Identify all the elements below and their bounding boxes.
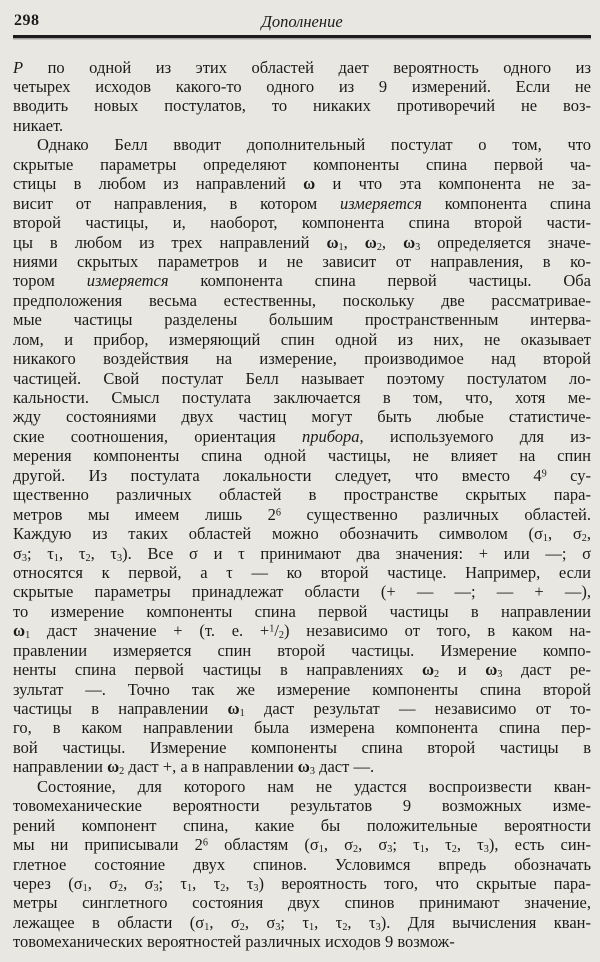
text-line: ские соотношения, ориентация прибора, используемого для из- bbox=[13, 426, 591, 446]
text-line: другой. Из постулата локальности следует, что вместо $4^9$ су- bbox=[13, 465, 591, 485]
text-line: зультат —. Точно так же измерение компоненты спина второй bbox=[13, 679, 591, 699]
text-line: висит от направления, в котором измеряется компонента спина bbox=[13, 193, 591, 213]
header-rule bbox=[13, 35, 591, 38]
text-line: метров мы имеем лишь $2^6$ существенно различных областей. bbox=[13, 504, 591, 524]
text-line: Каждую из таких областей можно обозначить символом ($\sigma_1$, $\sigma_2$, bbox=[13, 524, 591, 544]
paragraph bbox=[13, 777, 591, 952]
text-line: кальности. Смысл постулата заключается в том, что, хотя ме- bbox=[13, 388, 591, 408]
text-line: товомеханических вероятностей различных исходов 9 возмож- bbox=[13, 932, 455, 952]
page-number: 298 bbox=[14, 12, 40, 29]
text-line: вводить новых постулатов, то никаких противоречий не воз- bbox=[13, 96, 591, 116]
text-line: ниями скрытых параметров и не зависит от направления, в ко- bbox=[13, 251, 591, 271]
text-line: частицей. Свой постулат Белл называет поэтому постулатом ло- bbox=[13, 368, 591, 388]
text-line: правлении измеряется спин второй частицы. Измерение компо- bbox=[13, 640, 591, 660]
text-line: мерения компоненты спина одной частицы, не влияет на спин bbox=[13, 446, 591, 466]
text-line: Однако Белл вводит дополнительный постулат о том, что bbox=[37, 135, 591, 155]
text-line: Состояние, для которого нам не удастся воспроизвести кван- bbox=[37, 776, 591, 796]
page-body bbox=[13, 58, 591, 952]
text-line: лом, и прибор, измеряющий спин одной из них, не оказывает bbox=[13, 329, 591, 349]
text-line: щественно различных областей в пространстве скрытых пара- bbox=[13, 485, 591, 505]
text-line: метры синглетного состояния двух спинов принимают значение, bbox=[13, 893, 591, 913]
paragraph bbox=[13, 58, 591, 136]
text-line: направлении $\omega_2$ даст +, а в направлении $\omega_3$ даст —. bbox=[13, 757, 375, 777]
text-line: мы ни приписывали $2^6$ областям ($\sigma_1$, $\sigma_2$, $\sigma_3$; $\tau_1$, $\tau_2$, $\tau_3$), есть син- bbox=[13, 835, 591, 855]
text-line: относятся к первой, а τ — ко второй частице. Например, если bbox=[13, 562, 591, 582]
text-line: го, в каком направлении была измерена компонента спина пер- bbox=[13, 718, 591, 738]
text-line: стицы в любом из направлений ω и что эта компонента не за- bbox=[13, 174, 591, 194]
page-header bbox=[13, 12, 591, 32]
text-line: скрытые параметры принадлежат области (+ — —; — + —), bbox=[13, 582, 591, 602]
text-line: ненты спина первой частицы в направлениях $\omega_2$ и $\omega_3$ даст ре- bbox=[13, 660, 591, 680]
text-line: глетное состояние двух спинов. Условимся впредь обозначать bbox=[13, 854, 591, 874]
text-line: через ($\sigma_1$, $\sigma_2$, $\sigma_3$; $\tau_1$, $\tau_2$, $\tau_3$) вероятность того, что скрытые пара- bbox=[13, 873, 591, 894]
text-line: Р по одной из этих областей дает вероятность одного из bbox=[13, 57, 591, 77]
text-line: скрытые параметры определяют компоненты спина первой ча- bbox=[13, 154, 591, 174]
text-line: вой частицы. Измерение компоненты спина второй частицы в bbox=[13, 737, 591, 757]
text-line: товомеханические вероятности результатов 9 возможных изме- bbox=[13, 796, 591, 816]
text-line: жду состояниями двух частиц могут быть любые статистиче- bbox=[13, 407, 591, 427]
running-title: Дополнение bbox=[261, 12, 343, 31]
text-line: рений компонент спина, какие бы положительные вероятности bbox=[13, 815, 591, 835]
text-line: тором измеряется компонента спина первой частицы. Оба bbox=[13, 271, 591, 291]
text-line: никает. bbox=[13, 115, 64, 135]
paragraph bbox=[13, 135, 591, 776]
text-line: $\omega_1$ даст значение + (т. е. $+^1/_2$) независимо от того, в каком на- bbox=[13, 621, 591, 641]
text-line: второй частицы, и, наоборот, компонента спина второй части- bbox=[13, 213, 591, 233]
text-line: предположения весьма естественны, поскольку две рассматривае- bbox=[13, 290, 591, 310]
text-line: цы в любом из трех направлений $\omega_1$, $\omega_2$, $\omega_3$ определяется значе- bbox=[13, 232, 591, 252]
text-line: мые частицы разделены большим пространственным интерва- bbox=[13, 310, 591, 330]
text-line: $\sigma_3$; $\tau_1$, $\tau_2$, $\tau_3$). Все σ и τ принимают два значения: + или —; σ bbox=[13, 543, 591, 563]
text-line: четырех исходов какого-то одного из 9 измерений. Если не bbox=[13, 77, 591, 97]
text-line: никакого воздействия на измерение, производимое над второй bbox=[13, 349, 591, 369]
text-line: то измерение компоненты спина первой частицы в направлении bbox=[13, 601, 591, 621]
text-line: лежащее в области ($\sigma_1$, $\sigma_2$, $\sigma_3$; $\tau_1$, $\tau_2$, $\tau_3$). Для вычисления кван- bbox=[13, 912, 591, 933]
text-line: частицы в направлении $\omega_1$ даст результат — независимо от то- bbox=[13, 699, 591, 719]
